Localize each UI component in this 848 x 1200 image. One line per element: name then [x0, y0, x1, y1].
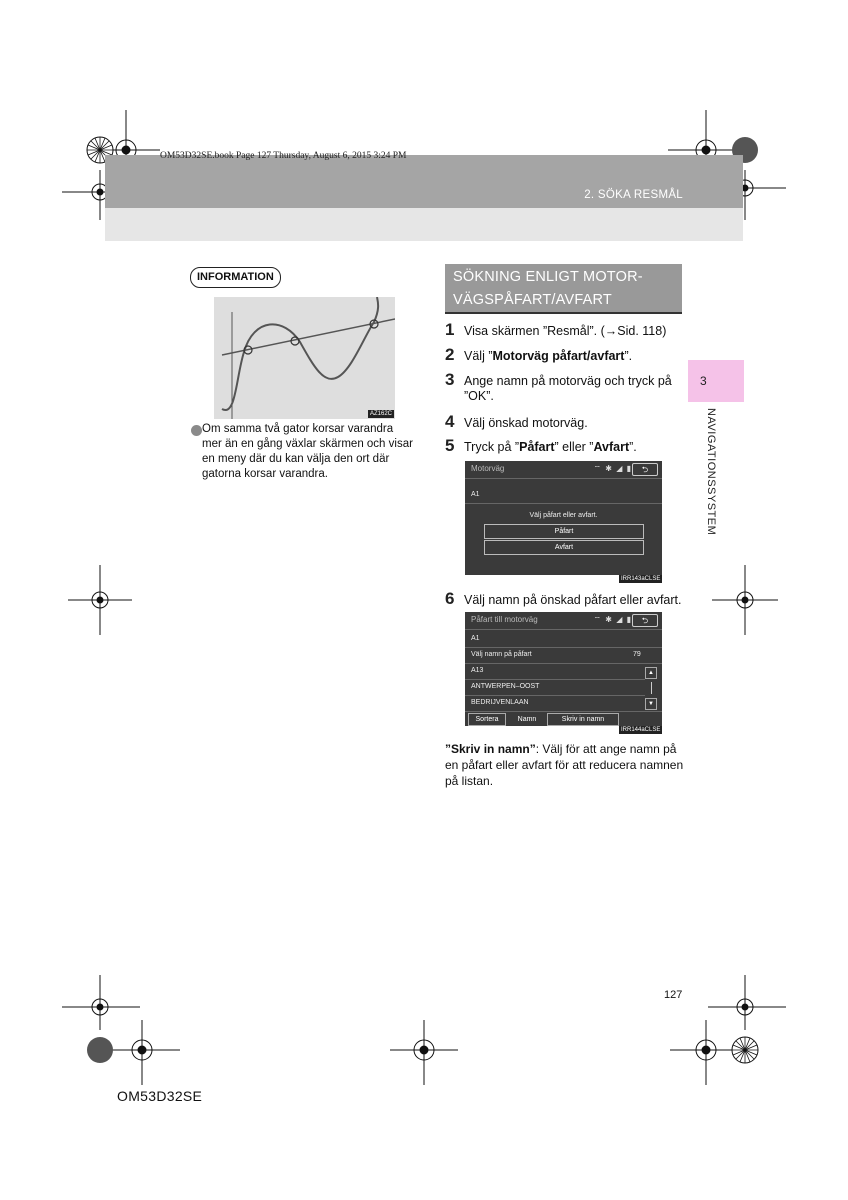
information-label: INFORMATION: [190, 267, 281, 288]
description-line: på listan.: [445, 774, 494, 788]
section-heading: [445, 264, 682, 312]
figure-code: AZ162C: [370, 411, 393, 417]
divider: [465, 503, 662, 504]
chapter-label: NAVIGATIONSSYSTEM: [705, 408, 717, 536]
description-line: en påfart eller avfart för att reducera namnen: [445, 758, 684, 772]
exit-button[interactable]: Avfart: [484, 540, 644, 555]
chapter-number: 3: [700, 374, 707, 388]
info-line: Om samma två gator korsar varandra: [202, 423, 394, 435]
list-item[interactable]: A13: [471, 667, 484, 674]
bullet-dot: [191, 425, 202, 436]
highway-name: A1: [471, 491, 480, 498]
step-number: 4: [445, 412, 455, 431]
step-text: Välj namn på önskad påfart eller avfart.: [464, 593, 682, 607]
step-text: ”.: [629, 440, 637, 454]
screen-entrance-list: [465, 612, 662, 726]
intersection-figure: [214, 297, 395, 419]
entrance-button[interactable]: Påfart: [484, 524, 644, 539]
screen-highway: [465, 461, 662, 575]
heading-line: SÖKNING ENLIGT MOTOR-: [453, 269, 643, 285]
list-prompt: Välj namn på påfart: [471, 651, 532, 658]
step-2: [445, 345, 632, 365]
step-text: ”.: [624, 349, 633, 363]
scrollbar[interactable]: [651, 682, 652, 694]
highway-name: A1: [471, 635, 480, 642]
step-5: [445, 436, 637, 456]
description-line: [445, 741, 685, 757]
description-text: : Välj för att ange namn på: [535, 742, 677, 756]
step-3: [445, 370, 672, 390]
header-subband: [105, 208, 743, 241]
heading-underline: [445, 312, 682, 314]
step-bold: Motorväg påfart/avfart: [492, 349, 625, 363]
heading-line: VÄGSPÅFART/AVFART: [453, 292, 612, 308]
name-tab[interactable]: Namn: [517, 716, 537, 723]
step-number: 2: [445, 345, 455, 364]
info-line: mer än en gång växlar skärmen och visar: [202, 438, 413, 450]
document-code: OM53D32SE: [117, 1088, 203, 1104]
step-number: 6: [445, 589, 455, 608]
information-text: [202, 422, 419, 482]
divider: [465, 663, 662, 664]
step-bold: Påfart: [519, 440, 555, 454]
chapter-tab: [688, 360, 744, 402]
step-6: [445, 589, 681, 609]
screen-title: Motorväg: [471, 464, 505, 473]
step-number: 1: [445, 320, 455, 339]
status-icons: ⌔ ✱ ◢ ▮: [593, 615, 632, 624]
page-number: 127: [664, 989, 683, 1001]
scroll-down-icon[interactable]: ▼: [645, 698, 657, 710]
list-item[interactable]: ANTWERPEN–OOST: [471, 683, 540, 690]
result-count: 79: [633, 651, 641, 658]
divider: [465, 647, 662, 648]
description-bold: ”Skriv in namn”: [445, 742, 536, 756]
list-item[interactable]: BEDRIJVENLAAN: [471, 699, 529, 706]
divider: [465, 478, 662, 479]
step-4: [445, 412, 588, 432]
info-line: en meny där du kan välja den ort där: [202, 453, 390, 465]
step-text: Visa skärmen ”Resmål”. (→Sid. 118): [464, 324, 667, 338]
book-info-line: OM53D32SE.book Page 127 Thursday, August 6, 2015 3:24 PM: [160, 151, 407, 161]
step-number: 3: [445, 370, 455, 389]
write-name-button[interactable]: Skriv in namn: [547, 713, 619, 726]
divider: [465, 679, 645, 680]
step-text: Välj önskad motorväg.: [464, 416, 588, 430]
step-text: ” eller ”: [554, 440, 594, 454]
description: [445, 741, 685, 789]
step-text: Välj ”: [464, 349, 493, 363]
step-1: [445, 320, 666, 340]
back-button[interactable]: ⮌: [632, 614, 658, 627]
divider: [465, 629, 662, 630]
screen-title: Påfart till motorväg: [471, 615, 538, 624]
section-title: 2. SÖKA RESMÅL: [584, 189, 683, 201]
back-button[interactable]: ⮌: [632, 463, 658, 476]
step-3-line2: ”OK”.: [464, 389, 494, 403]
divider: [465, 695, 645, 696]
step-text: Tryck på ”: [464, 440, 520, 454]
screen-prompt: Välj påfart eller avfart.: [529, 512, 598, 519]
step-number: 5: [445, 436, 455, 455]
info-line: gatorna korsar varandra.: [202, 468, 328, 480]
step-text: Ange namn på motorväg och tryck på: [464, 374, 672, 388]
screen-code: IRR143aCLSE: [621, 576, 661, 582]
scroll-up-icon[interactable]: ▲: [645, 667, 657, 679]
sort-button[interactable]: Sortera: [468, 713, 506, 726]
divider: [465, 711, 662, 712]
status-icons: ⌔ ✱ ◢ ▮: [593, 464, 632, 473]
step-bold: Avfart: [593, 440, 630, 454]
screen-code: IRR144aCLSE: [621, 727, 661, 733]
